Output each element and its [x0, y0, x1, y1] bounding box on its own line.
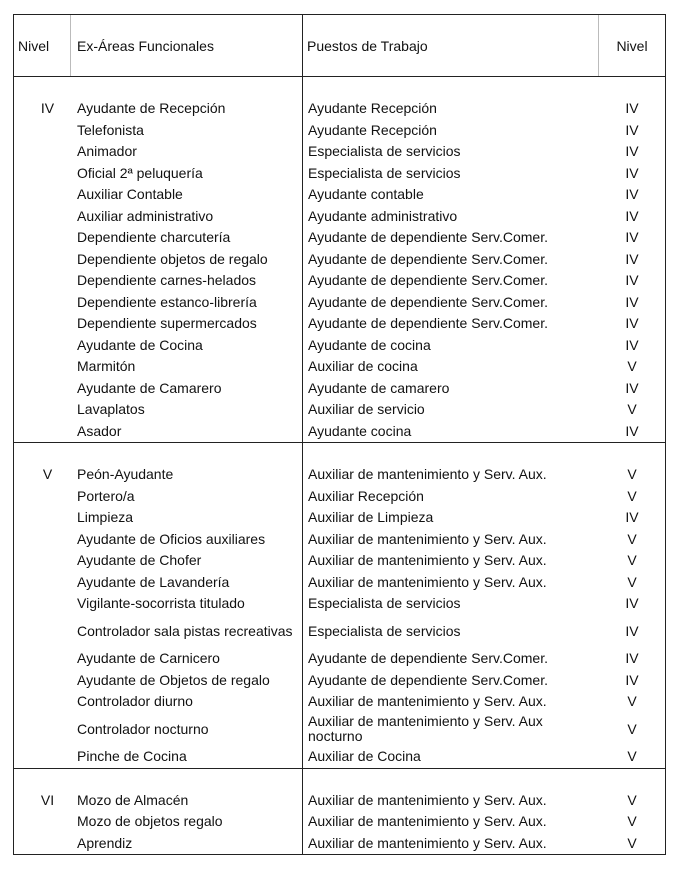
ex-area-cell: Ayudante de Lavandería — [77, 573, 230, 590]
ex-area-cell: Mozo de Almacén — [77, 791, 189, 808]
table-row — [14, 270, 665, 292]
ex-area-cell: Portero/a — [77, 487, 135, 504]
nivel-cell: V — [627, 748, 637, 765]
table-row — [14, 691, 665, 713]
table-row — [14, 811, 665, 833]
ex-area-cell: Controlador diurno — [77, 693, 193, 710]
level-group — [14, 77, 665, 442]
ex-area-cell: Pinche de Cocina — [77, 748, 187, 765]
nivel-cell: V — [627, 358, 637, 375]
puesto-cell: Ayudante de cocina — [308, 336, 431, 353]
puesto-cell: Auxiliar de Cocina — [308, 748, 421, 765]
nivel-cell: V — [627, 813, 637, 830]
nivel-cell: IV — [625, 671, 639, 688]
ex-area-cell: Telefonista — [77, 121, 144, 138]
level-group — [14, 768, 665, 855]
puesto-cell: Auxiliar de mantenimiento y Serv. Aux. — [308, 552, 547, 569]
ex-area-cell: Mozo de objetos regalo — [77, 813, 223, 830]
puesto-cell: Especialista de servicios — [308, 622, 461, 639]
ex-area-cell: Controlador sala pistas recreativas — [77, 622, 293, 639]
level-group — [14, 442, 665, 768]
group-nivel: VI — [40, 791, 55, 808]
table-row — [14, 184, 665, 206]
puesto-cell: Auxiliar de mantenimiento y Serv. Aux. — [308, 573, 547, 590]
ex-area-cell: Controlador nocturno — [77, 720, 209, 737]
nivel-cell: IV — [625, 622, 639, 639]
nivel-cell: IV — [625, 207, 639, 224]
nivel-cell: IV — [625, 595, 639, 612]
table-row — [14, 550, 665, 572]
table-row — [14, 335, 665, 357]
nivel-cell: IV — [625, 422, 639, 439]
nivel-cell: IV — [625, 250, 639, 267]
group-nivel: V — [42, 466, 53, 483]
nivel-cell: IV — [625, 272, 639, 289]
table-row — [14, 313, 665, 335]
ex-area-cell: Auxiliar Contable — [77, 186, 183, 203]
table-row — [14, 98, 665, 120]
nivel-cell: IV — [625, 143, 639, 160]
puesto-cell: Auxiliar de cocina — [308, 358, 418, 375]
puesto-cell: Ayudante de dependiente Serv.Comer. — [308, 250, 548, 267]
nivel-cell: IV — [625, 315, 639, 332]
ex-area-cell: Limpieza — [77, 509, 134, 526]
puesto-cell: Ayudante de dependiente Serv.Comer. — [308, 671, 548, 688]
table-row — [14, 249, 665, 271]
header-puestos: Puestos de Trabajo — [303, 15, 599, 76]
nivel-cell: IV — [625, 100, 639, 117]
puesto-cell: Auxiliar de mantenimiento y Serv. Aux. — [308, 530, 547, 547]
table-row — [14, 378, 665, 400]
ex-area-cell: Dependiente charcutería — [77, 229, 231, 246]
ex-area-cell: Aprendiz — [77, 834, 133, 851]
nivel-cell: V — [627, 487, 637, 504]
nivel-cell: IV — [625, 509, 639, 526]
ex-area-cell: Oficial 2ª peluquería — [77, 164, 203, 181]
puesto-cell: Ayudante administrativo — [308, 207, 458, 224]
table-row — [14, 670, 665, 692]
table-row — [14, 292, 665, 314]
nivel-cell: IV — [625, 164, 639, 181]
ex-area-cell: Ayudante de Objetos de regalo — [77, 671, 270, 688]
puesto-cell: Auxiliar de mantenimiento y Serv. Aux nocturno — [308, 713, 543, 745]
puesto-cell: Ayudante de dependiente Serv.Comer. — [308, 229, 548, 246]
puesto-cell: Ayudante Recepción — [308, 100, 437, 117]
table-row — [14, 227, 665, 249]
puesto-cell: Ayudante de camarero — [308, 379, 450, 396]
ex-area-cell: Dependiente objetos de regalo — [77, 250, 268, 267]
nivel-cell: V — [627, 573, 637, 590]
ex-area-cell: Ayudante de Chofer — [77, 552, 202, 569]
equivalence-table — [13, 14, 666, 855]
ex-area-cell: Dependiente supermercados — [77, 315, 257, 332]
puesto-cell: Ayudante cocina — [308, 422, 412, 439]
table-row — [14, 648, 665, 670]
nivel-cell: V — [627, 720, 637, 737]
nivel-cell: IV — [625, 121, 639, 138]
ex-area-cell: Vigilante-socorrista titulado — [77, 595, 245, 612]
nivel-cell: V — [627, 552, 637, 569]
nivel-cell: V — [627, 791, 637, 808]
table-row — [14, 356, 665, 378]
puesto-cell: Ayudante contable — [308, 186, 424, 203]
table-row — [14, 507, 665, 529]
table-row — [14, 572, 665, 594]
nivel-cell: IV — [625, 186, 639, 203]
ex-area-cell: Dependiente carnes-helados — [77, 272, 257, 289]
puesto-cell: Ayudante de dependiente Serv.Comer. — [308, 293, 548, 310]
nivel-cell: V — [627, 693, 637, 710]
table-row — [14, 120, 665, 142]
puesto-cell: Auxiliar de mantenimiento y Serv. Aux. — [308, 466, 547, 483]
puesto-cell: Auxiliar de mantenimiento y Serv. Aux. — [308, 791, 547, 808]
puesto-cell: Auxiliar de servicio — [308, 401, 425, 418]
table-row — [14, 206, 665, 228]
puesto-cell: Ayudante de dependiente Serv.Comer. — [308, 315, 548, 332]
nivel-cell: IV — [625, 650, 639, 667]
ex-area-cell: Lavaplatos — [77, 401, 145, 418]
table-row — [14, 163, 665, 185]
ex-area-cell: Asador — [77, 422, 122, 439]
nivel-cell: V — [627, 401, 637, 418]
puesto-cell: Auxiliar de Limpieza — [308, 509, 434, 526]
nivel-cell: IV — [625, 229, 639, 246]
table-row — [14, 790, 665, 812]
ex-area-cell: Marmitón — [77, 358, 136, 375]
group-nivel: IV — [40, 100, 55, 117]
ex-area-cell: Ayudante de Oficios auxiliares — [77, 530, 266, 547]
nivel-cell: V — [627, 834, 637, 851]
table-row — [14, 593, 665, 615]
table-header — [14, 15, 665, 77]
table-row — [14, 421, 665, 443]
table-row — [14, 464, 665, 486]
ex-area-cell: Dependiente estanco-librería — [77, 293, 257, 310]
nivel-cell: V — [627, 530, 637, 547]
ex-area-cell: Ayudante de Cocina — [77, 336, 203, 353]
ex-area-cell: Auxiliar administrativo — [77, 207, 214, 224]
puesto-cell: Ayudante de dependiente Serv.Comer. — [308, 272, 548, 289]
puesto-cell: Especialista de servicios — [308, 143, 461, 160]
puesto-cell: Auxiliar Recepción — [308, 487, 424, 504]
table-row — [14, 615, 665, 649]
puesto-cell: Ayudante de dependiente Serv.Comer. — [308, 650, 548, 667]
nivel-cell: V — [627, 466, 637, 483]
ex-area-cell: Ayudante de Carnicero — [77, 650, 220, 667]
puesto-cell: Especialista de servicios — [308, 595, 461, 612]
nivel-cell: IV — [625, 293, 639, 310]
header-areas: Ex-Áreas Funcionales — [71, 15, 303, 76]
nivel-cell: IV — [625, 379, 639, 396]
puesto-cell: Ayudante Recepción — [308, 121, 437, 138]
nivel-cell: IV — [625, 336, 639, 353]
puesto-cell: Auxiliar de mantenimiento y Serv. Aux. — [308, 813, 547, 830]
table-row — [14, 746, 665, 768]
ex-area-cell: Ayudante de Recepción — [77, 100, 226, 117]
table-row — [14, 833, 665, 855]
table-body — [14, 77, 665, 854]
puesto-cell: Auxiliar de mantenimiento y Serv. Aux. — [308, 693, 547, 710]
ex-area-cell: Peón-Ayudante — [77, 466, 174, 483]
table-row — [14, 529, 665, 551]
table-row — [14, 399, 665, 421]
ex-area-cell: Ayudante de Camarero — [77, 379, 222, 396]
puesto-cell: Auxiliar de mantenimiento y Serv. Aux. — [308, 834, 547, 851]
header-nivel-right: Nivel — [616, 37, 648, 54]
header-nivel-left: Nivel — [14, 15, 71, 76]
ex-area-cell: Animador — [77, 143, 137, 160]
table-row — [14, 486, 665, 508]
table-row — [14, 713, 665, 747]
table-row — [14, 141, 665, 163]
puesto-cell: Especialista de servicios — [308, 164, 461, 181]
